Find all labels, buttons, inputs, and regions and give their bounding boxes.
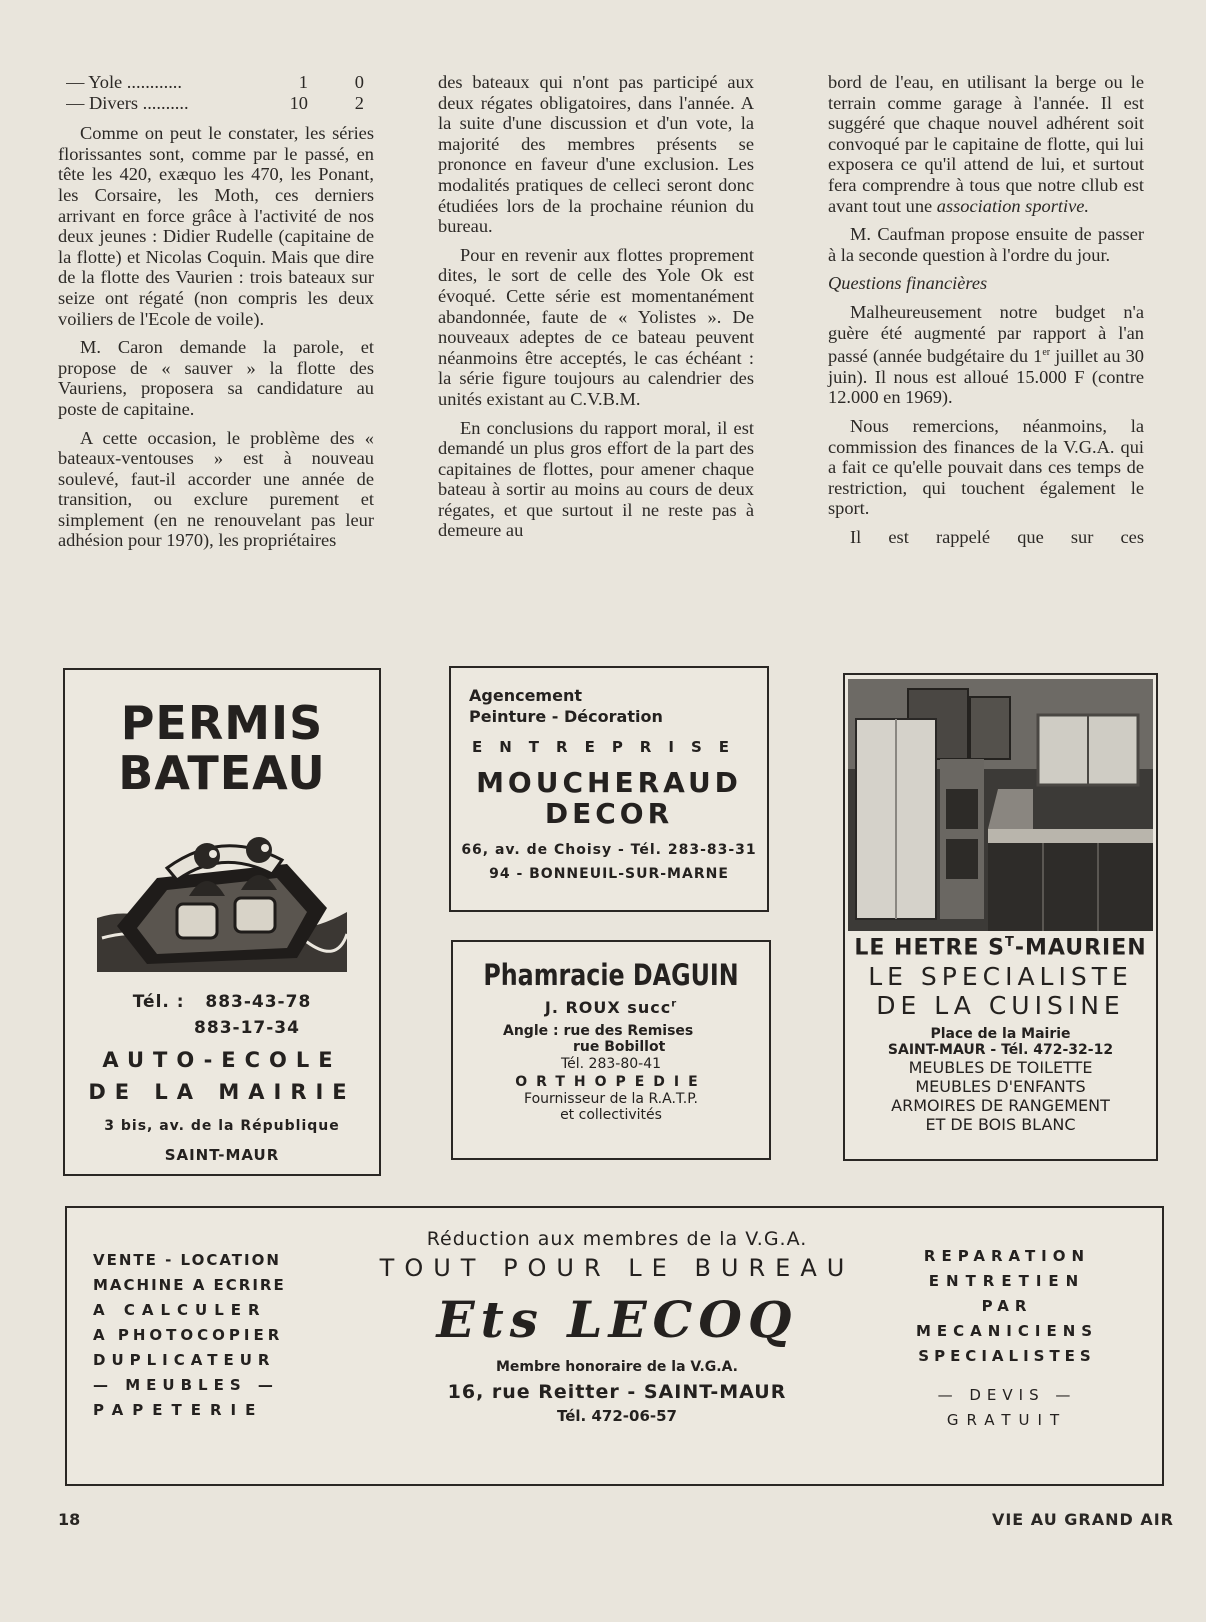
text-column-3 (828, 72, 1144, 548)
services-left: VENTE - LOCATION MACHINE A ECRIRE A CALCULER A PHOTOCOPIER DUPLICATEUR — MEUBLES — PAPETERIE (93, 1251, 286, 1419)
magazine-name: VIE AU GRAND AIR (991, 1510, 1174, 1529)
paragraph: Comme on peut le constater, les séries florissantes sont, comme par le passé, en tête les 420, exæquo les 470, les Ponant, les Corsaire, les Moth, ces derniers arrivant en force grâce à l'activité de nos deux jeunes : Didier Rudelle (capitaine de la flotte) et Nicolas Coquin. Mais que dire de la flotte des Vaurien : trois bateaux sur seize ont régaté (non compris les deux voiliers de l'Ecole de voile). (58, 123, 374, 329)
center-block: Réduction aux membres de la V.G.A. TOUT POUR LE BUREAU Ets LECOQ Membre honoraire de la V.G.A. 16, rue Reitter - SAINT-MAUR Tél. 472-06-57 (379, 1228, 855, 1425)
ad-pharmacie-daguin: Phamracie DAGUIN J. ROUX succ$^r$ Angle : rue des Remises rue Bobillot Tél. 283-80-41 ORTHOPEDIE Fournisseur de la R.A.T.P. et collectivités (451, 940, 771, 1160)
ad-ets-lecoq (65, 1206, 1164, 1486)
paragraph: Pour en revenir aux flottes proprement dites, le sort de celle des Yole Ok est évoqué. Cette série est momentanément abandonnée, faute de « Yolistes ». De nouveaux adeptes de ce bateau peuvent néanmoins être acceptés, le cas échéant : la série figure toujours au calendrier des unités existant au C.V.B.M. (438, 244, 754, 409)
text-column-1 (58, 72, 374, 551)
paragraph: Nous remercions, néanmoins, la commission des finances de la V.G.A. qui a fait ce qu'elle pouvait dans ces temps de restriction, qui touchent également le sport. (828, 416, 1144, 519)
stat-row-divers: — Divers .......... 10 2 (66, 92, 364, 113)
paragraph: M. Caufman propose ensuite de passer à la seconde question à l'ordre du jour. (828, 224, 1144, 265)
page-number: 18 (58, 1510, 81, 1529)
paragraph: bord de l'eau, en utilisant la berge ou le terrain comme garage à l'année. Il est suggéré que chaque nouvel adhérent soit convoqué par le capitaine de flotte, qui lui exposera ce qu'il attend de lui, et surtout fera comprendre à tous que notre cllub est avant tout une association sportive. (828, 72, 1144, 216)
motorboat-illustration (97, 808, 347, 972)
text-column-2 (438, 72, 754, 541)
ad-le-hetre-st-maurien: LE HETRE $S^T$-MAURIEN LE SPECIALISTE DE LA CUISINE Place de la Mairie SAINT-MAUR - Tél. 472-32-12 MEUBLES DE TOILETTE MEUBLES D'ENFANTS ARMOIRES DE RANGEMENT ET DE BOIS BLANC (843, 673, 1158, 1161)
paragraph: des bateaux qui n'ont pas participé aux deux régates obligatoires, dans l'année. A la suite d'une discussion et d'un vote, la majorité des membres présents se prononce en faveur d'une exclusion. Les modalités pratiques de celleci seront donc étudiées lors de la prochaine réunion du bureau. (438, 72, 754, 237)
paragraph: En conclusions du rapport moral, il est demandé un plus gros effort de la part des capitaines de flottes, pour amener chaque bateau à sortir au moins au cours de deux régates, et que surtout il ne reste pas à demeure au (438, 417, 754, 541)
ad-permis-bateau: PERMIS BATEAU Tél. : 883-43-78 883-17-34 AUTO-ECOLE DE LA MAIRIE 3 bis, av. de la République SAINT-MAUR (63, 668, 381, 1176)
ad-moucheraud-decor: Agencement Peinture - Décoration ENTREPRISE MOUCHERAUD DECOR 66, av. de Choisy - Tél. 283-83-31 94 - BONNEUIL-SUR-MARNE (449, 666, 769, 912)
ad-title: PERMIS (120, 696, 324, 750)
section-heading: Questions financières (828, 273, 988, 294)
kitchen-photo (848, 679, 1153, 931)
services-right: REPARATION ENTRETIEN PAR MECANICIENS SPECIALISTES — DEVIS — GRATUIT (915, 1247, 1099, 1429)
paragraph: Il est rappelé que sur ces (850, 527, 1144, 547)
stat-row-yole: — Yole ............ 1 0 (66, 72, 364, 92)
paragraph: A cette occasion, le problème des « bateaux-ventouses » est à nouveau soulevé, faut-il accorder une année de transition, ou exclure purement et simplement (en ne renouvelant pas leur adhésion pour 1970), les propriétaires (58, 427, 374, 551)
ad-title: BATEAU (118, 746, 326, 800)
paragraph: M. Caron demande la parole, et propose de « sauver » la flotte des Vauriens, proposera sa candidature au poste de capitaine. (58, 337, 374, 419)
paragraph: Malheureusement notre budget n'a guère été augmenté par rapport à l'an passé (année budgétaire du 1er juillet au 30 juin). Il nous est alloué 15.000 F (contre 12.000 en 1969). (828, 301, 1144, 408)
